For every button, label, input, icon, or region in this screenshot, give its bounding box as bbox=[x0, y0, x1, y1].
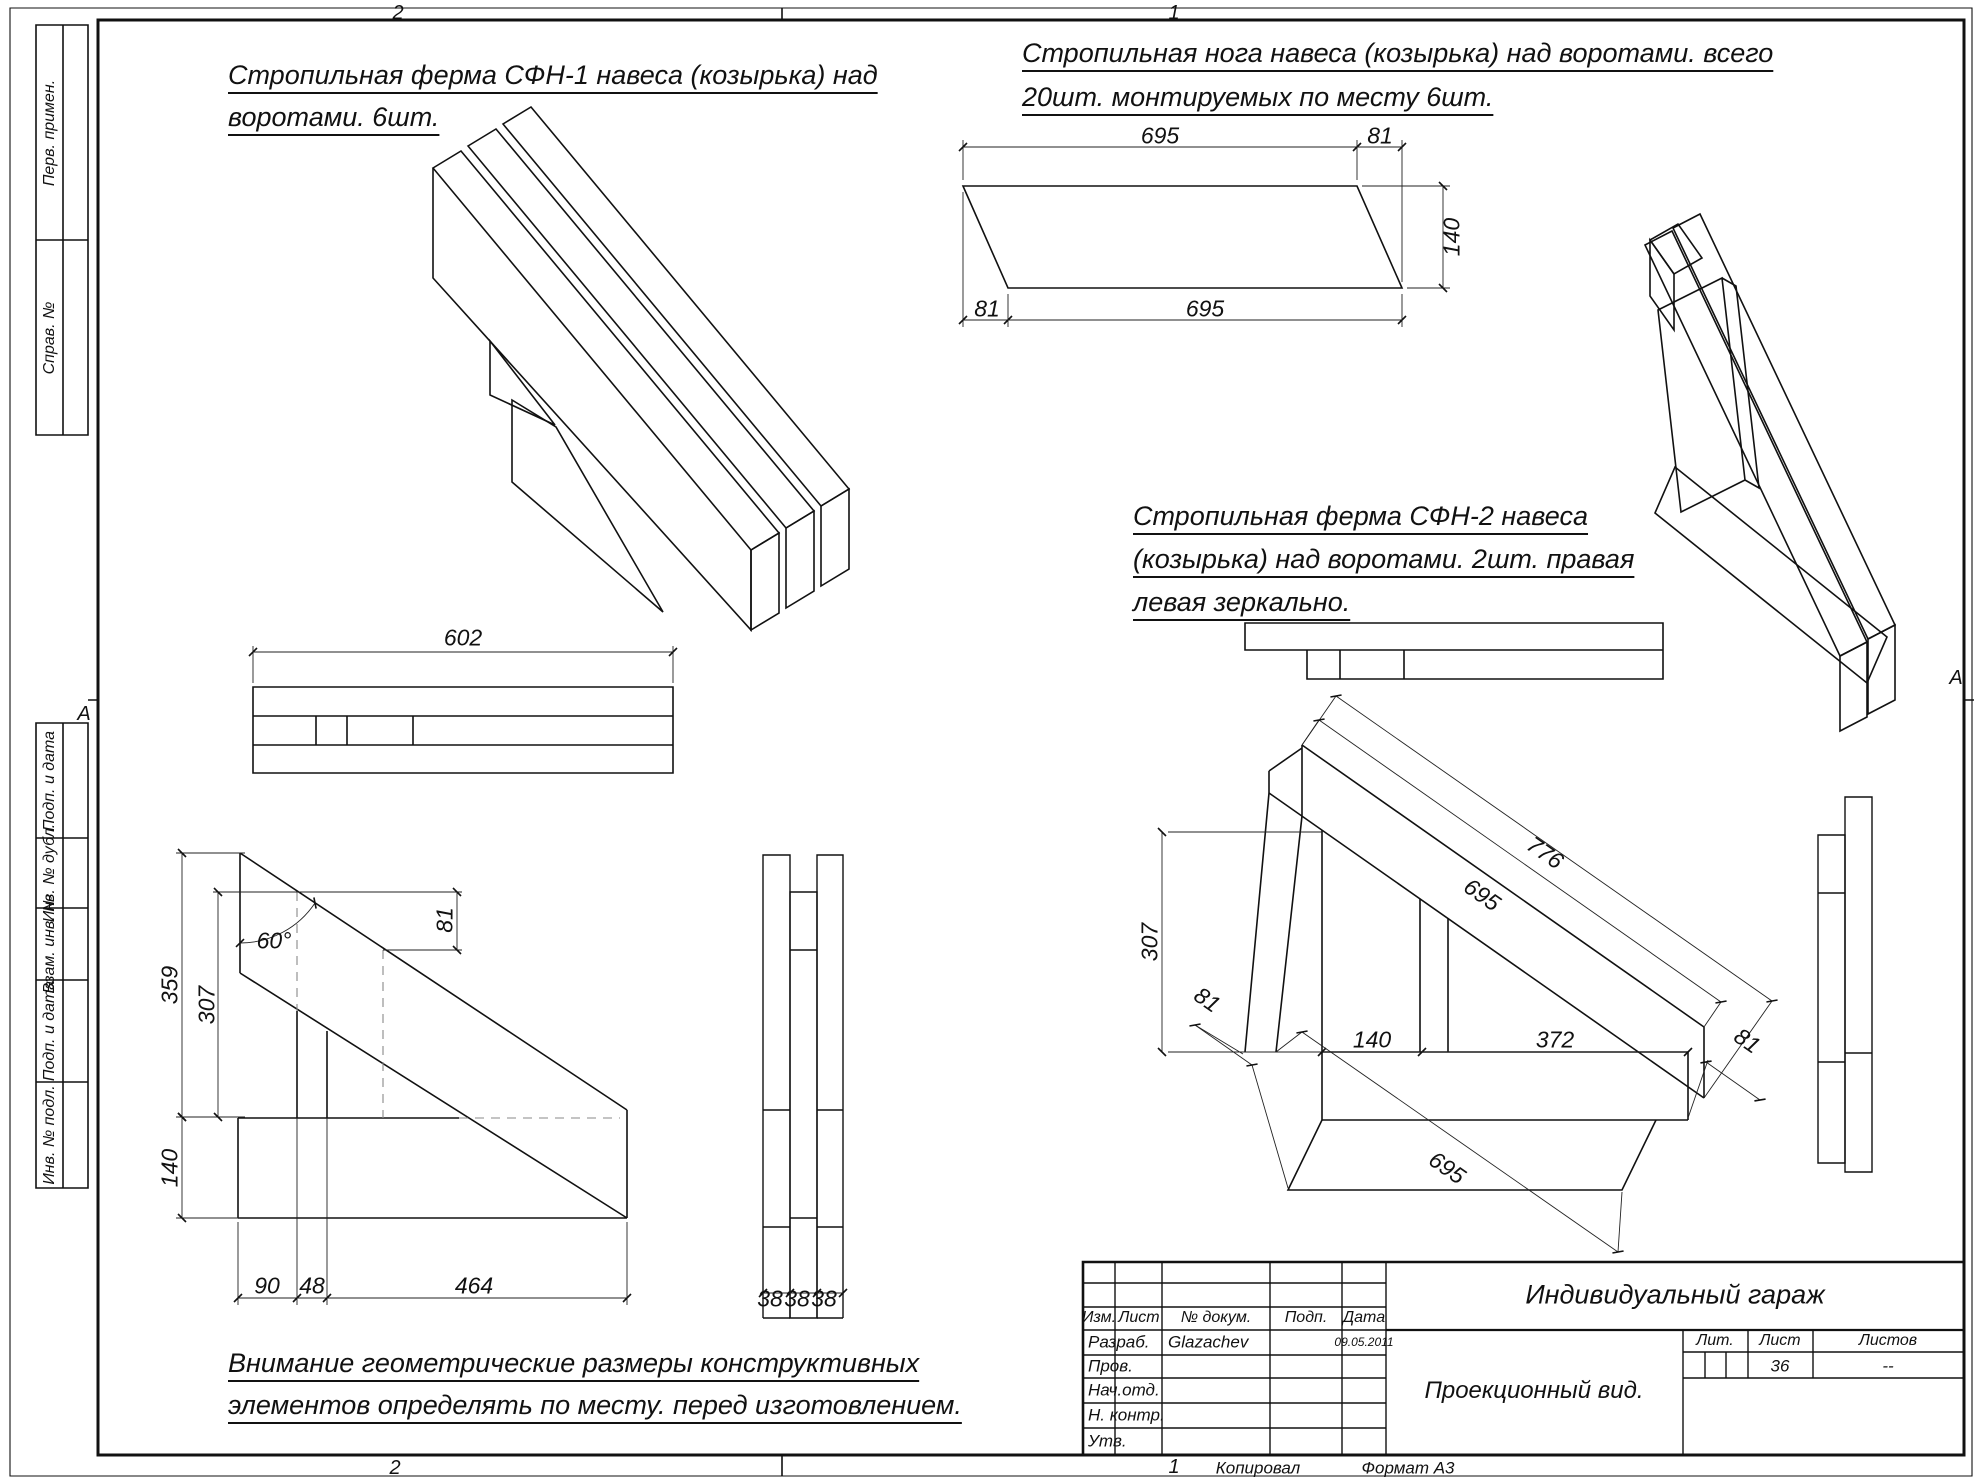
dim-695-inner: 695 bbox=[1459, 872, 1506, 917]
titleblock-col-list: Лист bbox=[1118, 1309, 1160, 1326]
note-line1: Внимание геометрические размеры конструктивных bbox=[228, 1348, 920, 1378]
sfn1-end-view bbox=[763, 855, 843, 1318]
title-sfn2-line2: (козырька) над воротами. 2шт. правая bbox=[1133, 544, 1635, 574]
zone-number-top-left: 2 bbox=[392, 2, 404, 24]
titleblock-razrab-date: 09.05.2011 bbox=[1334, 1335, 1394, 1349]
dim-90: 90 bbox=[254, 1272, 280, 1299]
dim-695-bottom: 695 bbox=[1185, 295, 1225, 322]
dim-81-sfn2-left: 81 bbox=[1189, 981, 1226, 1018]
dim-140-right: 140 bbox=[1438, 217, 1465, 257]
dim-464: 464 bbox=[454, 1272, 494, 1299]
titleblock-row-prov: Пров. bbox=[1088, 1356, 1133, 1376]
dim-307-sfn2: 307 bbox=[1136, 922, 1163, 962]
dim-38-c: 38 bbox=[811, 1285, 837, 1312]
sidebar-label-vzam-inv: Взам. инв. № bbox=[41, 894, 58, 994]
titleblock-listov-value: -- bbox=[1882, 1356, 1894, 1376]
titleblock-project-title: Индивидуальный гараж bbox=[1525, 1279, 1825, 1310]
sfn1-plan-dims bbox=[253, 646, 673, 683]
sidebar-label-inv-dubl: Инв. № дубл. bbox=[41, 823, 58, 923]
dim-81-bottom: 81 bbox=[974, 295, 1000, 322]
title-sfn2-line1: Стропильная ферма СФН-2 навеса bbox=[1133, 501, 1589, 531]
footer-copied-label: Копировал bbox=[1215, 1458, 1301, 1478]
title-sfn2-line3: левая зеркально. bbox=[1133, 587, 1351, 617]
dim-140-sfn2: 140 bbox=[1352, 1026, 1392, 1053]
titleblock-col-podp: Подп. bbox=[1284, 1309, 1328, 1326]
title-sfn1-line1: Стропильная ферма СФН-1 навеса (козырька) над bbox=[228, 60, 878, 90]
zone-number-bottom-left: 2 bbox=[389, 1457, 401, 1479]
sfn1-isometric-view bbox=[433, 107, 849, 630]
sidebar-label-perv-primen: Перв. примен. bbox=[41, 79, 58, 187]
titleblock-listov-label: Листов bbox=[1858, 1332, 1918, 1349]
dim-81-sfn2-right: 81 bbox=[1729, 1022, 1766, 1059]
titleblock-view-title: Проекционный вид. bbox=[1424, 1377, 1644, 1404]
titleblock-row-nach: Нач.отд. bbox=[1088, 1380, 1160, 1400]
sfn2-elevation-view bbox=[1245, 745, 1704, 1190]
sidebar-label-sprav-no: Справ. № bbox=[41, 301, 58, 375]
dim-48: 48 bbox=[299, 1272, 325, 1299]
sfn1-elevation-dims bbox=[176, 853, 627, 1305]
sidebar-label-inv-podl: Инв. № подл. bbox=[41, 1085, 58, 1185]
zone-number-top-right: 1 bbox=[1168, 2, 1180, 24]
dim-307-left: 307 bbox=[193, 985, 220, 1025]
dim-140-left: 140 bbox=[156, 1148, 183, 1188]
sidebar-label-podp-data-2: Подп. и дата bbox=[41, 980, 58, 1082]
titleblock-row-nkontr: Н. контр. bbox=[1088, 1405, 1165, 1425]
sidebar-label-podp-data-1: Подп. и дата bbox=[41, 730, 58, 832]
titleblock-col-izm: Изм. bbox=[1081, 1309, 1117, 1326]
dim-359: 359 bbox=[156, 965, 183, 1005]
sfn2-plan-view bbox=[1245, 623, 1663, 679]
dim-695-top: 695 bbox=[1140, 122, 1180, 149]
titleblock-list-value: 36 bbox=[1770, 1356, 1790, 1376]
footer-format-label: Формат А3 bbox=[1361, 1458, 1455, 1478]
title-block-lines bbox=[1083, 1262, 1964, 1455]
sfn2-isometric-view bbox=[1645, 214, 1895, 731]
dim-776: 776 bbox=[1522, 830, 1569, 875]
title-leg-line2: 20шт. монтируемых по месту 6шт. bbox=[1022, 82, 1494, 112]
zone-number-bottom-right: 1 bbox=[1168, 1456, 1180, 1478]
leg-plan-view bbox=[963, 186, 1402, 288]
sfn2-side-view bbox=[1818, 797, 1872, 1172]
zone-letter-left: А bbox=[77, 703, 91, 725]
titleblock-list-label: Лист bbox=[1759, 1332, 1801, 1349]
sfn1-plan-view bbox=[253, 687, 673, 773]
dim-695-sfn2-bottom: 695 bbox=[1424, 1145, 1471, 1190]
note-line2: элементов определять по месту. перед изготовлением. bbox=[228, 1390, 962, 1420]
zone-letter-right: А bbox=[1949, 667, 1963, 689]
titleblock-row-razrab: Разраб. bbox=[1088, 1332, 1150, 1352]
sfn1-elevation-hidden bbox=[297, 892, 620, 1118]
dim-602: 602 bbox=[443, 624, 483, 651]
titleblock-lit-label: Лит. bbox=[1696, 1332, 1734, 1349]
title-leg-line1: Стропильная нога навеса (козырька) над воротами. всего bbox=[1022, 38, 1774, 68]
titleblock-col-doc: № докум. bbox=[1180, 1309, 1252, 1326]
dim-372-sfn2: 372 bbox=[1535, 1026, 1575, 1053]
dim-38-b: 38 bbox=[784, 1285, 810, 1312]
titleblock-razrab-name: Glazachev bbox=[1168, 1332, 1249, 1352]
titleblock-col-data: Дата bbox=[1342, 1309, 1386, 1326]
titleblock-row-utv: Утв. bbox=[1088, 1431, 1127, 1451]
dim-81-elevation: 81 bbox=[431, 907, 458, 933]
title-sfn1-line2: воротами. 6шт. bbox=[228, 102, 440, 132]
dim-60deg: 60° bbox=[256, 927, 292, 954]
dim-81-top: 81 bbox=[1367, 122, 1393, 149]
sheet-frame bbox=[10, 8, 1974, 1479]
dim-38-a: 38 bbox=[757, 1285, 783, 1312]
